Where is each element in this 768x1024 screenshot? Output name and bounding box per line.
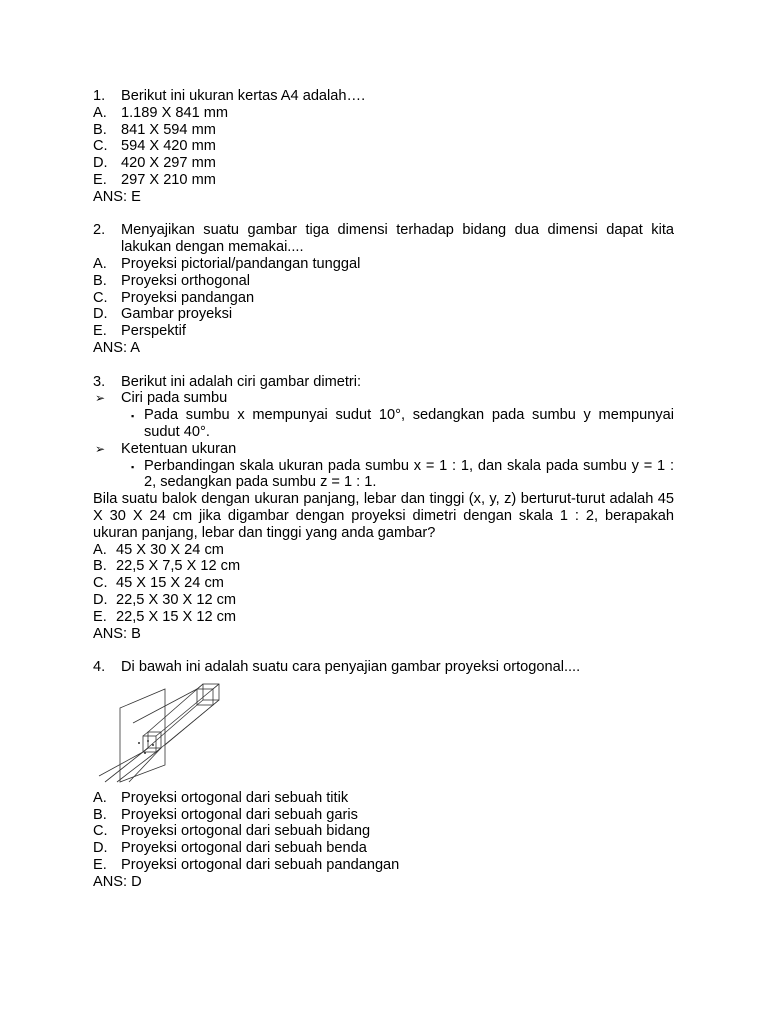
- answer-key: ANS: A: [93, 339, 141, 356]
- bullet-label: Ketentuan ukuran: [121, 440, 237, 457]
- option-letter: E.: [93, 857, 107, 874]
- option-a: [93, 790, 674, 807]
- option-letter: B.: [93, 272, 107, 289]
- question-number: 1.: [93, 88, 106, 104]
- bullet-square-item: [93, 458, 674, 492]
- option-text: 22,5 X 7,5 X 12 cm: [116, 558, 241, 575]
- option-letter: C.: [93, 575, 108, 592]
- option-c: [93, 290, 674, 307]
- question-2: [93, 222, 674, 356]
- question-1: [93, 88, 674, 206]
- option-e: [93, 323, 674, 340]
- option-e: [93, 609, 674, 626]
- question-stem: [93, 374, 674, 391]
- option-text: Proyeksi ortogonal dari sebuah bidang: [121, 823, 371, 840]
- option-letter: C.: [93, 138, 108, 155]
- bullet-detail: Perbandingan skala ukuran pada sumbu x = 1 : 1, dan skala pada sumbu y = 1 : 2, sedangkan pada sumbu z = 1 : 1.: [144, 457, 674, 491]
- question-number: 4.: [93, 659, 106, 676]
- option-letter: C.: [93, 289, 108, 306]
- option-e: [93, 857, 674, 874]
- option-letter: B.: [93, 806, 107, 823]
- option-letter: A.: [93, 789, 107, 806]
- option-e: [93, 172, 674, 189]
- option-text: Proyeksi ortogonal dari sebuah benda: [121, 840, 367, 857]
- question-3: [93, 374, 674, 643]
- question-stem: [93, 88, 674, 105]
- option-text: 420 X 297 mm: [121, 155, 216, 172]
- question-text: Di bawah ini adalah suatu cara penyajian gambar proyeksi ortogonal....: [121, 659, 581, 676]
- option-text: Proyeksi ortogonal dari sebuah titik: [121, 789, 349, 806]
- option-text: Proyeksi ortogonal dari sebuah garis: [121, 806, 358, 823]
- option-letter: E.: [93, 608, 107, 625]
- orthogonal-projection-figure: [93, 683, 253, 783]
- option-d: [93, 155, 674, 172]
- option-text: Proyeksi ortogonal dari sebuah pandangan: [121, 857, 400, 874]
- option-text: 594 X 420 mm: [121, 138, 216, 155]
- option-text: 22,5 X 30 X 12 cm: [116, 591, 237, 608]
- question-number: 2.: [93, 222, 106, 239]
- option-b: [93, 122, 674, 139]
- option-c: [93, 823, 674, 840]
- bullet-detail: Pada sumbu x mempunyai sudut 10°, sedangkan pada sumbu y mempunyai sudut 40°.: [144, 407, 674, 440]
- answer-key: ANS: E: [93, 188, 141, 205]
- option-letter: A.: [93, 255, 107, 272]
- question-paragraph: Bila suatu balok dengan ukuran panjang, lebar dan tinggi (x, y, z) berturut-turut adalah 45 X 30 X 24 cm jika digambar dengan proyeksi dimetri dengan skala 1 : 2, berapakah ukuran panjang, lebar dan tinggi yang anda gambar?: [93, 491, 674, 541]
- option-a: [93, 105, 674, 122]
- question-text: Berikut ini adalah ciri gambar dimetri:: [121, 373, 362, 390]
- option-c: [93, 575, 674, 592]
- option-text: Gambar proyeksi: [121, 306, 233, 323]
- option-a: [93, 256, 674, 273]
- option-text: Proyeksi pandangan: [121, 289, 255, 306]
- option-letter: C.: [93, 823, 108, 840]
- option-letter: E.: [93, 171, 107, 188]
- projection-diagram: [93, 683, 253, 783]
- bullet-arrow-item: [93, 441, 674, 458]
- option-letter: D.: [93, 306, 108, 323]
- option-letter: B.: [93, 558, 107, 575]
- option-a: [93, 542, 674, 559]
- option-letter: B.: [93, 121, 107, 138]
- option-text: 22,5 X 15 X 12 cm: [116, 608, 237, 625]
- question-text: Berikut ini ukuran kertas A4 adalah….: [121, 88, 366, 104]
- question-number: 3.: [93, 373, 106, 390]
- option-text: Proyeksi pictorial/pandangan tunggal: [121, 255, 361, 272]
- option-d: [93, 592, 674, 609]
- option-text: 45 X 30 X 24 cm: [116, 541, 224, 558]
- arrow-bullet-icon: ➢: [95, 391, 106, 406]
- answer-key: ANS: D: [93, 873, 142, 890]
- question-stem: [93, 659, 674, 676]
- option-text: 297 X 210 mm: [121, 171, 216, 188]
- option-text: 45 X 15 X 24 cm: [116, 575, 224, 592]
- option-text: Proyeksi orthogonal: [121, 272, 250, 289]
- option-letter: D.: [93, 591, 108, 608]
- option-letter: E.: [93, 323, 107, 340]
- answer-key: ANS: B: [93, 625, 141, 642]
- arrow-bullet-icon: ➢: [95, 441, 106, 456]
- option-d: [93, 306, 674, 323]
- option-b: [93, 273, 674, 290]
- option-text: 841 X 594 mm: [121, 121, 216, 138]
- option-b: [93, 558, 674, 575]
- question-stem: [93, 222, 674, 256]
- square-bullet-icon: ▪: [131, 411, 135, 422]
- option-letter: D.: [93, 840, 108, 857]
- option-letter: A.: [93, 104, 107, 121]
- question-text: Menyajikan suatu gambar tiga dimensi terhadap bidang dua dimensi dapat kita lakukan dengan memakai....: [121, 222, 674, 256]
- option-text: 1.189 X 841 mm: [121, 104, 229, 121]
- bullet-square-item: [93, 407, 674, 441]
- question-4: [93, 659, 674, 891]
- option-letter: A.: [93, 541, 107, 558]
- option-d: [93, 840, 674, 857]
- option-b: [93, 807, 674, 824]
- square-bullet-icon: ▪: [131, 461, 135, 472]
- option-text: Perspektif: [121, 323, 186, 340]
- option-c: [93, 138, 674, 155]
- option-letter: D.: [93, 155, 108, 172]
- bullet-arrow-item: [93, 390, 674, 407]
- bullet-label: Ciri pada sumbu: [121, 390, 228, 407]
